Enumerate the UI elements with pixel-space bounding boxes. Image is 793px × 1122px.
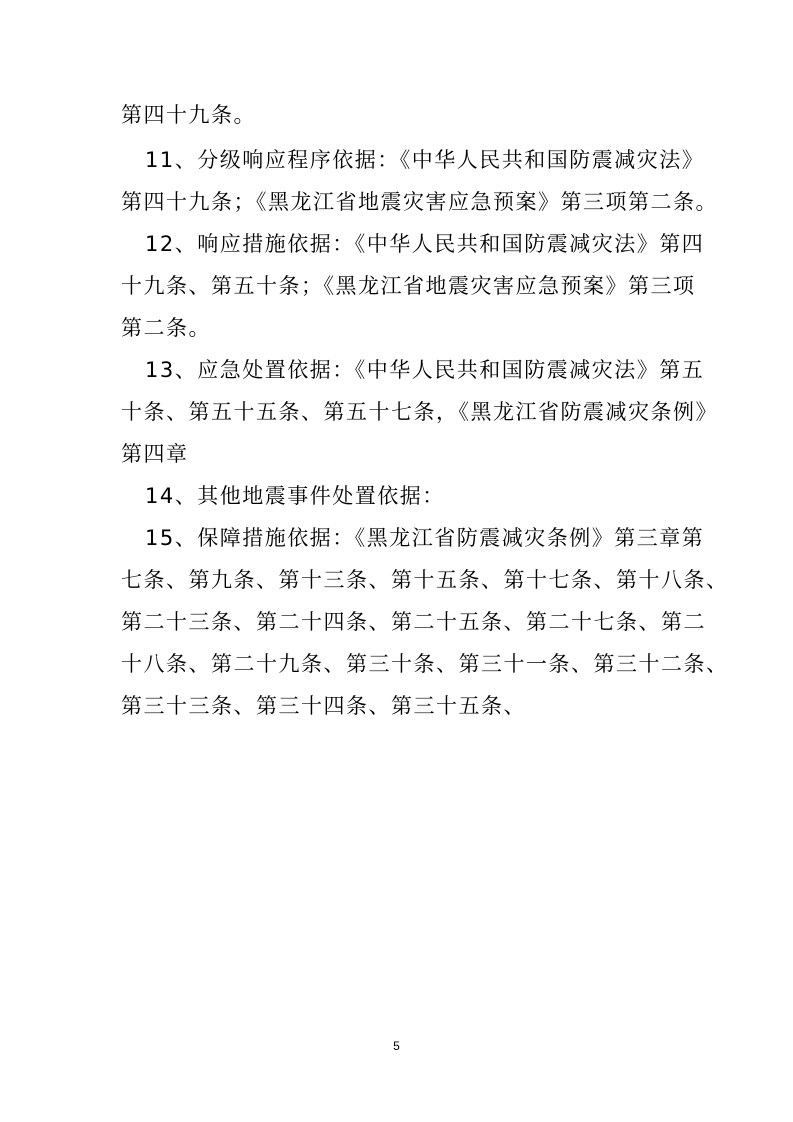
text-line-15: 第三十三条、第三十四条、第三十五条、 bbox=[121, 694, 526, 718]
text-line-7: 13、应急处置依据：《中华人民共和国防震减灾法》第五 bbox=[145, 358, 705, 382]
text-line-5: 十九条、第五十条；《黑龙江省地震灾害应急预案》第三项 bbox=[121, 274, 696, 298]
page-number: 5 bbox=[393, 1039, 400, 1053]
text-line-10: 14、其他地震事件处置依据： bbox=[145, 484, 445, 508]
text-line-11: 15、保障措施依据：《黑龙江省防震减灾条例》第三章第 bbox=[145, 526, 705, 550]
text-line-8: 十条、第五十五条、第五十七条，《黑龙江省防震减灾条例》 bbox=[121, 400, 718, 424]
text-line-2: 11、分级响应程序依据：《中华人民共和国防震减灾法》 bbox=[145, 148, 705, 172]
text-line-1: 第四十九条。 bbox=[121, 103, 256, 127]
text-line-6: 第二条。 bbox=[121, 316, 211, 340]
text-line-4: 12、响应措施依据：《中华人民共和国防震减灾法》第四 bbox=[145, 232, 705, 256]
text-line-3: 第四十九条；《黑龙江省地震灾害应急预案》第三项第二条。 bbox=[121, 190, 718, 214]
text-line-13: 第二十三条、第二十四条、第二十五条、第二十七条、第二 bbox=[121, 610, 706, 634]
text-line-14: 十八条、第二十九条、第三十条、第三十一条、第三十二条、 bbox=[121, 652, 729, 676]
text-line-9: 第四章 bbox=[121, 442, 189, 466]
text-line-12: 七条、第九条、第十三条、第十五条、第十七条、第十八条、 bbox=[121, 568, 729, 592]
